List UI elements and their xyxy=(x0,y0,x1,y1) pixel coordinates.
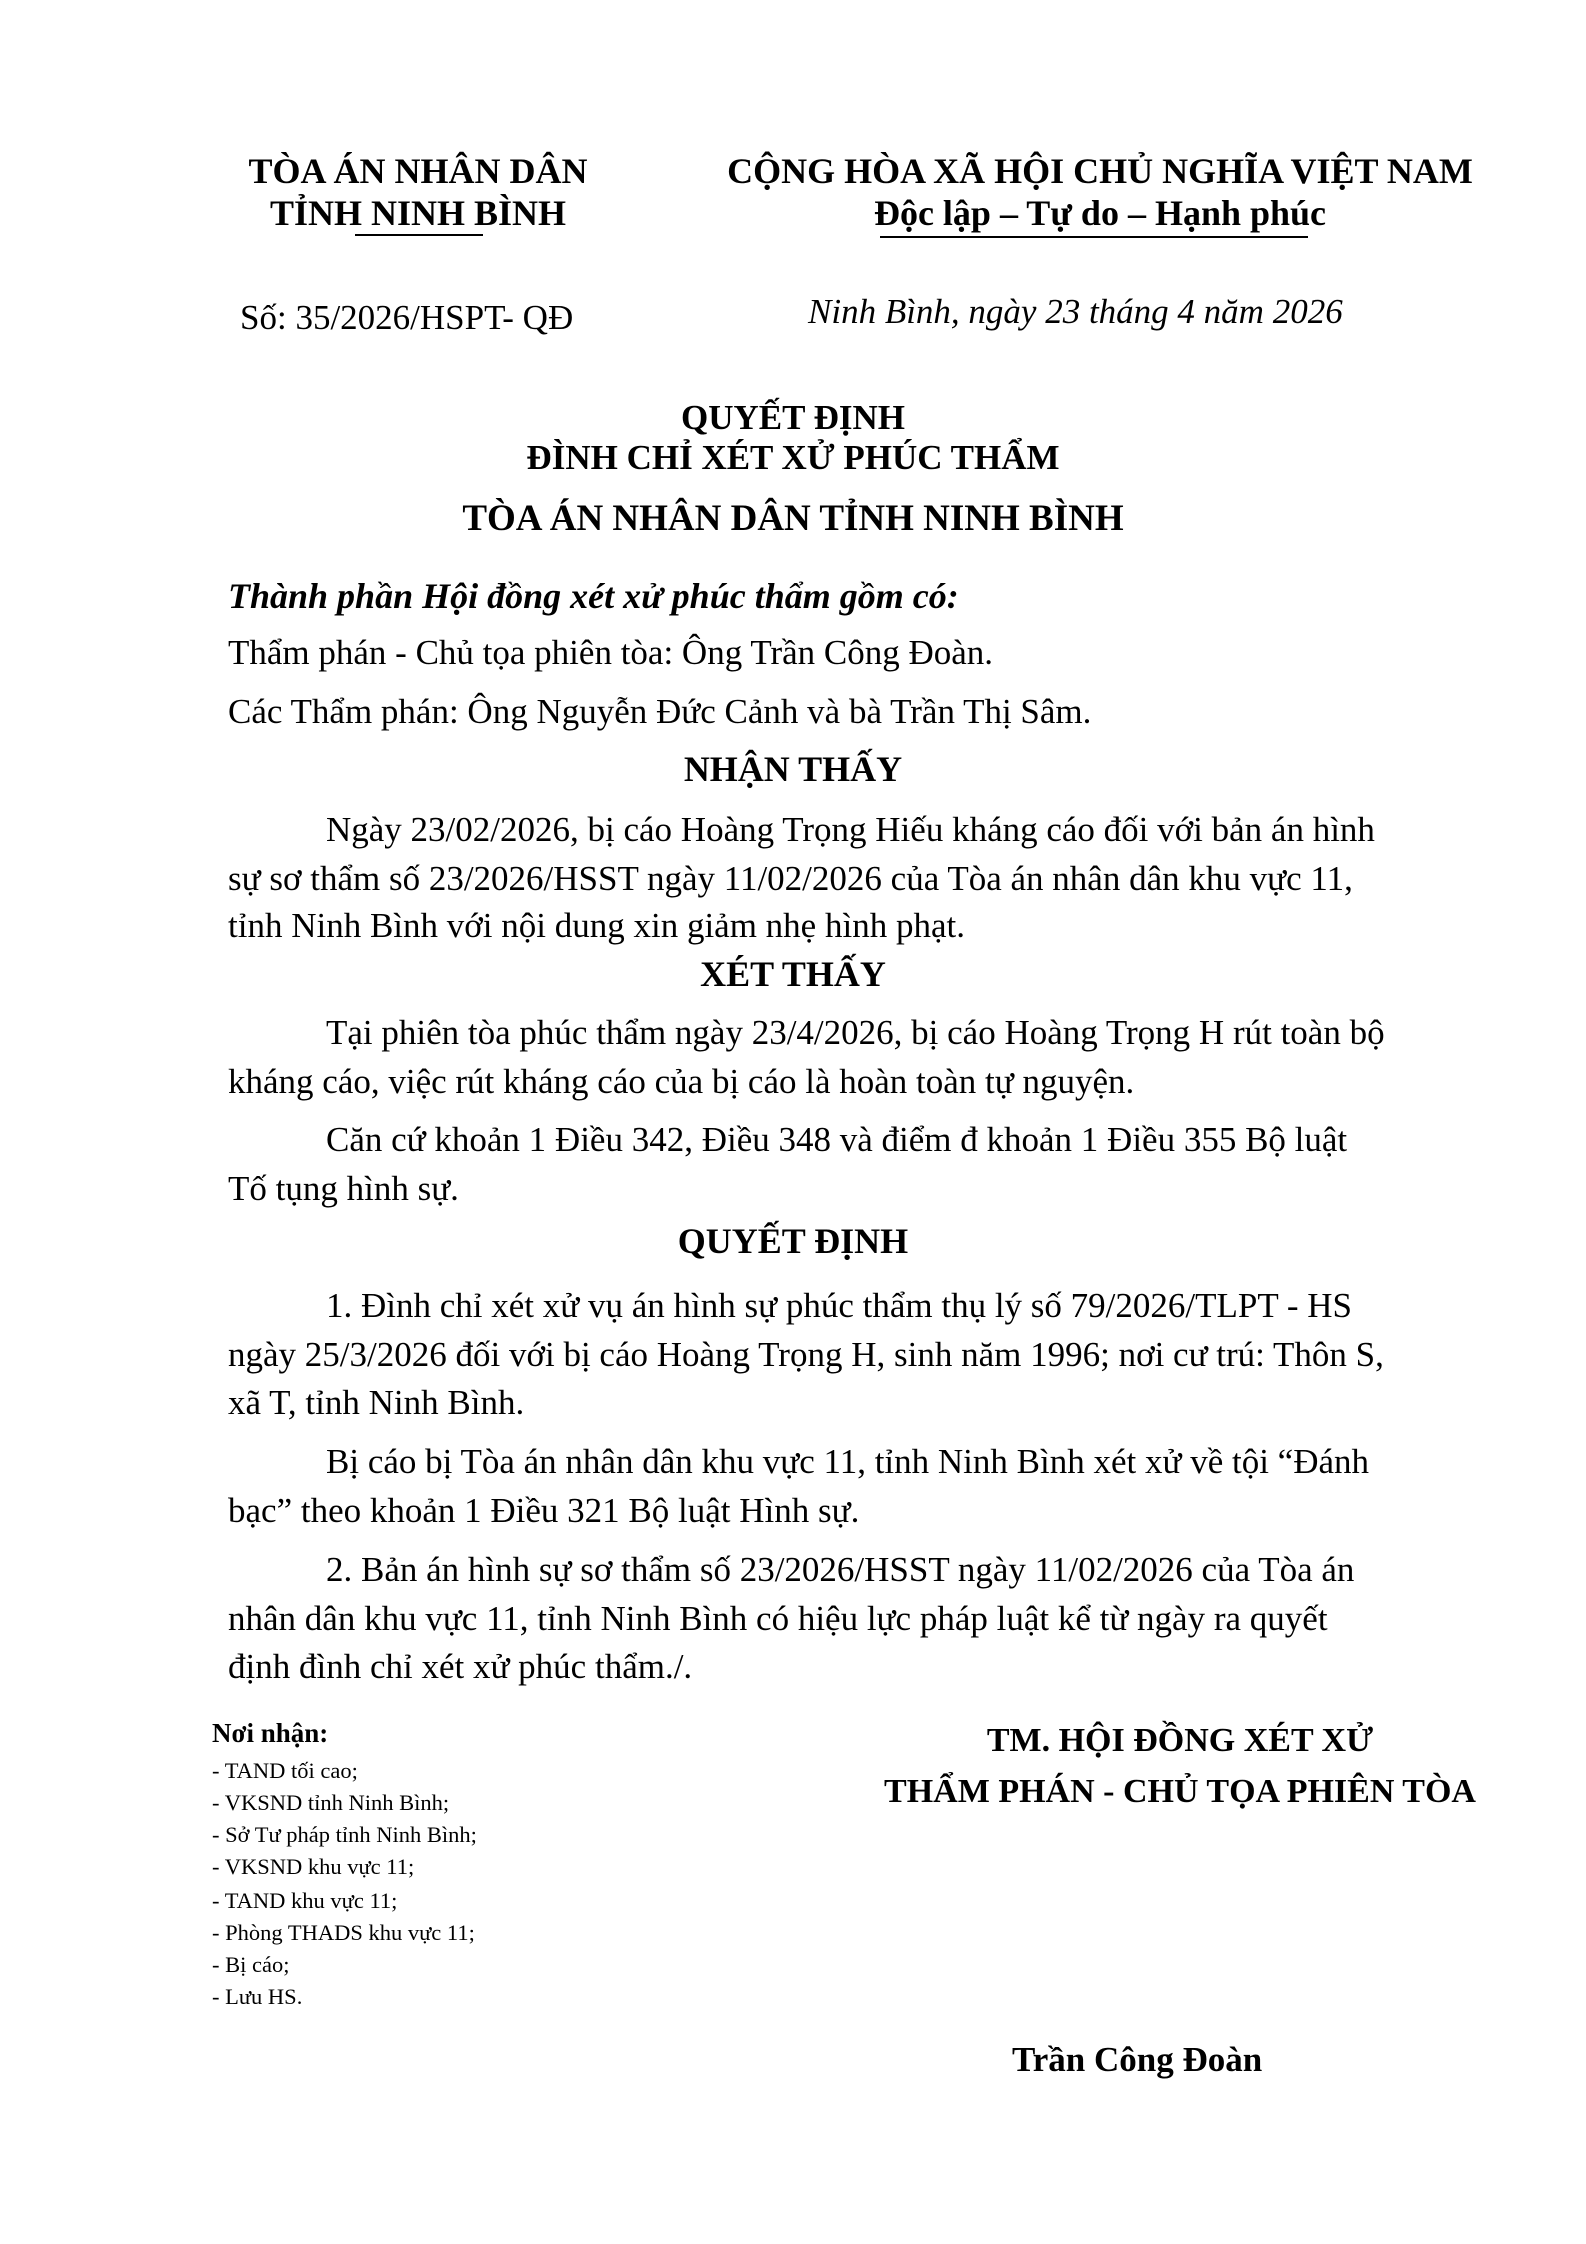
panel-heading: Thành phần Hội đồng xét xử phúc thẩm gồm có: xyxy=(228,576,959,616)
decision-subtitle: ĐÌNH CHỈ XÉT XỬ PHÚC THẨM xyxy=(526,438,1060,477)
section-heading-findings: NHẬN THẤY xyxy=(683,749,903,789)
findings-line-2: sự sơ thẩm số 23/2026/HSST ngày 11/02/2026 của Tòa án nhân dân khu vực 11, xyxy=(228,859,1353,898)
decision-item1-line-1: 1. Đình chỉ xét xử vụ án hình sự phúc thẩm thụ lý số 79/2026/TLPT - HS xyxy=(326,1286,1352,1325)
recipient-item: - Lưu HS. xyxy=(212,1984,303,2009)
considerations-line-2: kháng cáo, việc rút kháng cáo của bị cáo là hoàn toàn tự nguyện. xyxy=(228,1062,1135,1101)
recipient-item: - VKSND khu vực 11; xyxy=(212,1854,415,1879)
signature-title: THẨM PHÁN - CHỦ TỌA PHIÊN TÒA xyxy=(884,1773,1476,1810)
decision-item1-line-3: xã T, tỉnh Ninh Bình. xyxy=(228,1383,525,1422)
decision-item1b-line-1: Bị cáo bị Tòa án nhân dân khu vực 11, tỉnh Ninh Bình xét xử về tội “Đánh xyxy=(326,1442,1370,1481)
recipient-item: - VKSND tỉnh Ninh Bình; xyxy=(212,1790,450,1815)
decision-title: QUYẾT ĐỊNH xyxy=(681,398,905,437)
panel-presiding-judge: Thẩm phán - Chủ tọa phiên tòa: Ông Trần Công Đoàn. xyxy=(228,633,994,672)
considerations-line-1: Tại phiên tòa phúc thẩm ngày 23/4/2026, bị cáo Hoàng Trọng H rút toàn bộ xyxy=(326,1013,1385,1052)
decision-item2-line-3: định đình chỉ xét xử phúc thẩm./. xyxy=(228,1647,693,1686)
national-motto: Độc lập – Tự do – Hạnh phúc xyxy=(873,193,1327,233)
section-heading-decision: QUYẾT ĐỊNH xyxy=(677,1221,909,1261)
recipient-item: - Sở Tư pháp tỉnh Ninh Bình; xyxy=(212,1822,477,1847)
recipients-title: Nơi nhận: xyxy=(212,1718,329,1748)
recipient-item: - TAND khu vực 11; xyxy=(212,1888,398,1913)
national-title: CỘNG HÒA XÃ HỘI CHỦ NGHĨA VIỆT NAM xyxy=(727,151,1473,191)
document-number: Số: 35/2026/HSPT- QĐ xyxy=(240,298,574,337)
decision-item1-line-2: ngày 25/3/2026 đối với bị cáo Hoàng Trọng H, sinh năm 1996; nơi cư trú: Thôn S, xyxy=(228,1335,1384,1374)
decision-item1b-line-2: bạc” theo khoản 1 Điều 321 Bộ luật Hình sự. xyxy=(228,1491,860,1530)
signer-name: Trần Công Đoàn xyxy=(1012,2040,1263,2079)
recipient-item: - Bị cáo; xyxy=(212,1952,290,1977)
recipient-item: - Phòng THADS khu vực 11; xyxy=(212,1920,475,1945)
court-province: TỈNH NINH BÌNH xyxy=(269,193,567,233)
decision-item2-line-1: 2. Bản án hình sự sơ thẩm số 23/2026/HSST ngày 11/02/2026 của Tòa án xyxy=(326,1550,1355,1589)
place-date: Ninh Bình, ngày 23 tháng 4 năm 2026 xyxy=(808,292,1343,331)
legal-basis-line-1: Căn cứ khoản 1 Điều 342, Điều 348 và điểm đ khoản 1 Điều 355 Bộ luật xyxy=(326,1120,1348,1159)
court-underline xyxy=(355,234,483,236)
findings-line-1: Ngày 23/02/2026, bị cáo Hoàng Trọng Hiếu kháng cáo đối với bản án hình xyxy=(326,810,1375,849)
court-name: TÒA ÁN NHÂN DÂN xyxy=(248,151,588,191)
section-heading-considerations: XÉT THẤY xyxy=(700,954,886,994)
decision-item2-line-2: nhân dân khu vực 11, tỉnh Ninh Bình có hiệu lực pháp luật kể từ ngày ra quyết xyxy=(228,1599,1328,1638)
legal-basis-line-2: Tố tụng hình sự. xyxy=(228,1169,459,1208)
signature-on-behalf: TM. HỘI ĐỒNG XÉT XỬ xyxy=(986,1722,1374,1759)
recipient-item: - TAND tối cao; xyxy=(212,1758,358,1783)
issuing-court: TÒA ÁN NHÂN DÂN TỈNH NINH BÌNH xyxy=(462,498,1124,539)
panel-judges: Các Thẩm phán: Ông Nguyễn Đức Cảnh và bà Trần Thị Sâm. xyxy=(228,692,1092,731)
findings-line-3: tỉnh Ninh Bình với nội dung xin giảm nhẹ hình phạt. xyxy=(228,906,965,945)
motto-underline xyxy=(880,236,1308,238)
